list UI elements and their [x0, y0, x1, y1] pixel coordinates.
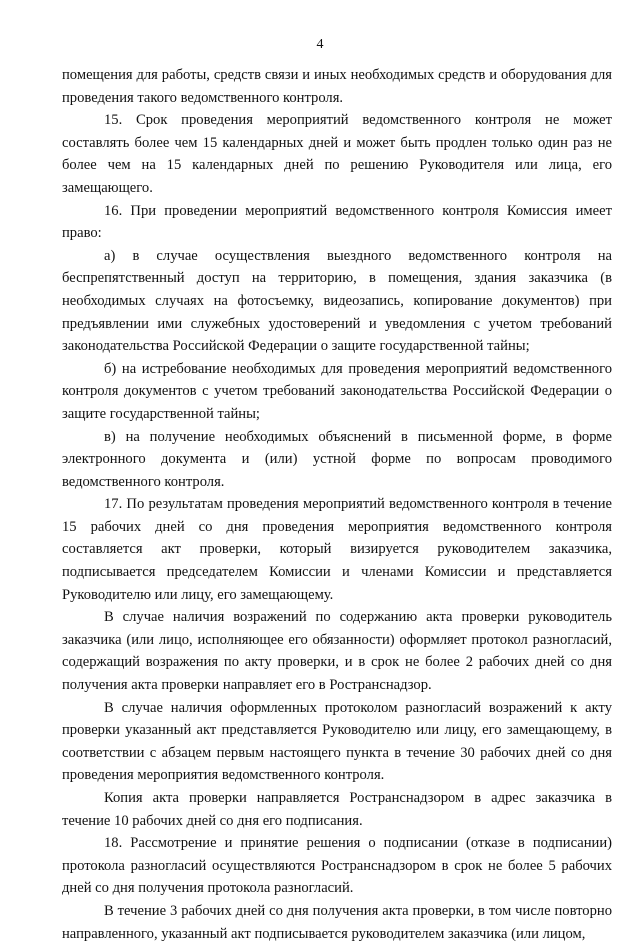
paragraph-clause-16-b: б) на истребование необходимых для проведения мероприятий ведомственного контроля документов с учетом требований законодательства Российской Федерации о защите государственной тайны;	[62, 360, 612, 422]
paragraph-clause-15: 15. Срок проведения мероприятий ведомственного контроля не может составлять более чем 15 календарных дней и может быть продлен только один раз не более чем на 15 календарных дней по решению Руководителя или лица, его замещающего.	[62, 112, 612, 196]
paragraph-clause-16-v: в) на получение необходимых объяснений в письменной форме, в форме электронного документа и (или) устной форме по вопросам проводимого ведомственного контроля.	[62, 428, 612, 490]
paragraph-objections: В случае наличия возражений по содержанию акта проверки руководитель заказчика (или лицо, исполняющее его обязанности) оформляет протокол разногласий, содержащий возражения по акту проверки, и в срок не более 2 рабочих дней со дня получения акта проверки направляет его в Ространснадзор.	[62, 609, 612, 694]
document-body	[62, 64, 612, 945]
paragraph-clause-17: 17. По результатам проведения мероприятий ведомственного контроля в течение 15 рабочих дней со дня проведения мероприятия ведомственного контроля составляется акт проверки, который визируется руководителем заказчика, подписывается председателем Комиссии и членами Комиссии и представляется Руководителю или лицу, его замещающему.	[62, 496, 612, 603]
paragraph-signing: В течение 3 рабочих дней со дня получения акта проверки, в том числе повторно направленного, указанный акт подписывается руководителем заказчика (или лицом,	[62, 902, 612, 942]
paragraph-act-copy: Копия акта проверки направляется Ространснадзором в адрес заказчика в течение 10 рабочих дней со дня его подписания.	[62, 790, 612, 829]
paragraph-disagreement-protocol: В случае наличия оформленных протоколом разногласий возражений к акту проверки указанный акт представляется Руководителю или лицу, его замещающему, в соответствии с абзацем первым настоящего пункта в течение 30 рабочих дней со дня проведения мероприятия ведомственного контроля.	[62, 699, 612, 784]
page-number: 4	[316, 37, 324, 52]
paragraph-clause-16: 16. При проведении мероприятий ведомственного контроля Комиссия имеет право:	[62, 202, 612, 242]
paragraph-clause-18: 18. Рассмотрение и принятие решения о подписании (отказе в подписании) протокола разногласий осуществляются Ространснадзором в срок не более 5 рабочих дней со дня получения протокола разногласий.	[62, 835, 612, 897]
paragraph-continuation: помещения для работы, средств связи и иных необходимых средств и оборудования для проведения такого ведомственного контроля.	[62, 67, 612, 106]
paragraph-clause-16-a: а) в случае осуществления выездного ведомственного контроля на беспрепятственный доступ на территорию, в помещения, здания заказчика (в необходимых случаях на фотосъемку, видеозапись, копирование документов) при предъявлении ими служебных удостоверений и уведомления с учетом требований законодательства Российской Федерации о защите государственной тайны;	[62, 247, 612, 355]
